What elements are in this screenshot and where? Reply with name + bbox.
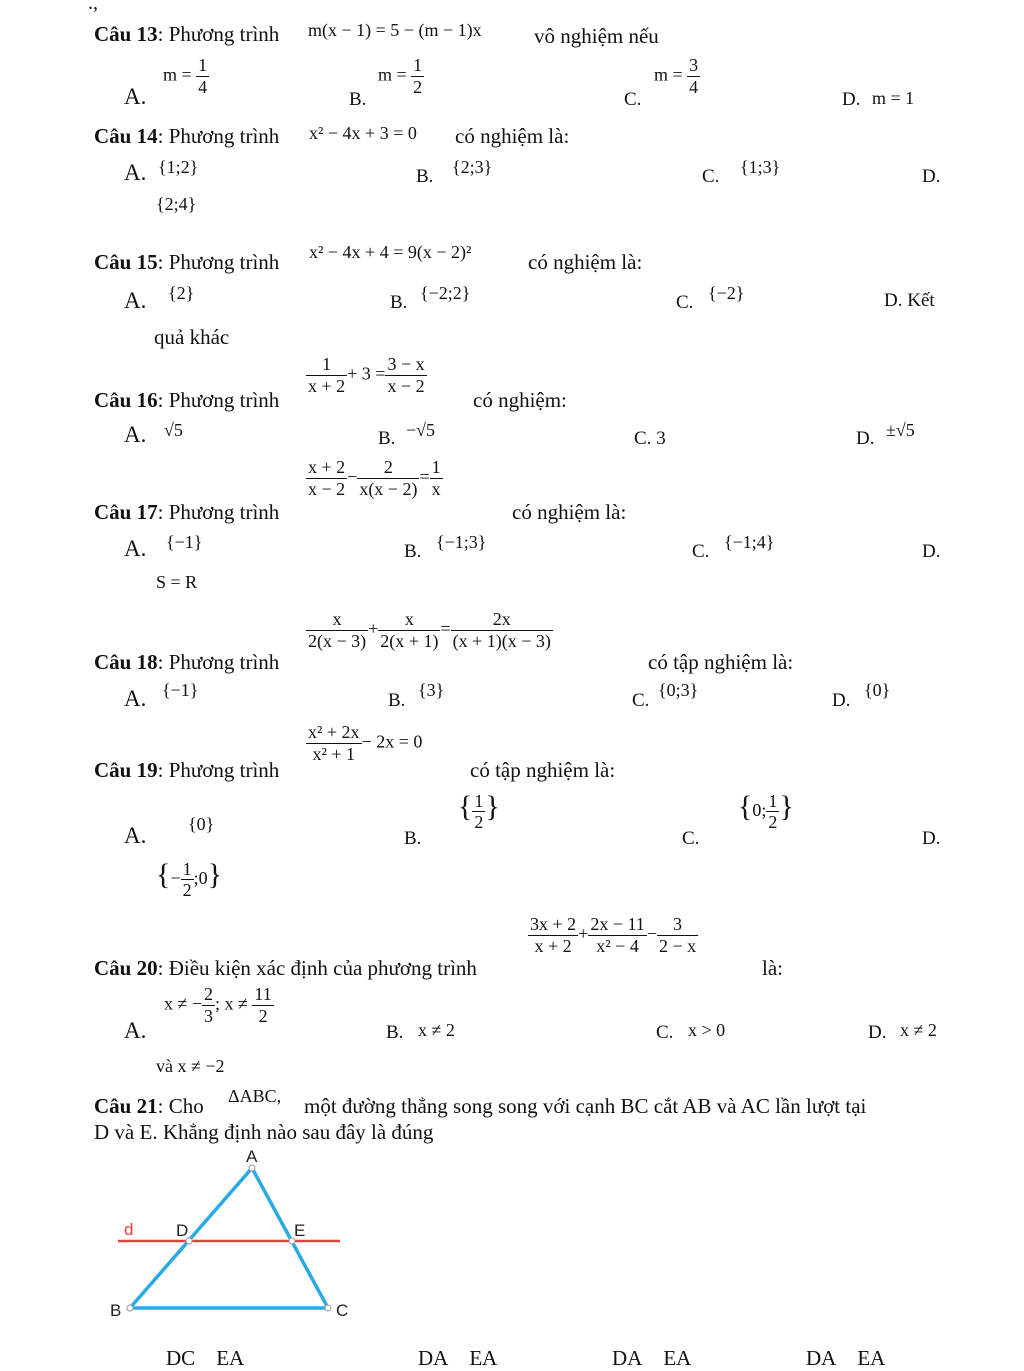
option-b-label[interactable]: B. [378,428,396,449]
question-text-line2: D và E. Khẳng định nào sau đây là đúng [94,1120,434,1144]
fraction: $\frac{x}{2(x - 3)}$ [308,609,367,651]
label-a: A [246,1147,258,1166]
question-15-stem [94,250,279,275]
option-b-label[interactable]: B. [349,89,367,110]
option-b-value: −√5 [406,420,436,440]
question-18-stem [94,650,279,675]
option-c-label[interactable]: C. [676,292,694,313]
equation: $\frac{3x + 2}{x + 2}$ + $\frac{2x - 11}{\text{x² − 4}}$ − $\frac{3}{2 - x}$ [530,914,697,956]
option-c-label[interactable]: C. [656,1022,674,1043]
label-b: B [110,1301,122,1320]
label-c: C [336,1301,349,1320]
option-a-value: {1;2} [158,157,199,177]
option-a-label[interactable]: A. [124,84,147,109]
option-c-value: {−2} [708,283,745,303]
fraction: $\frac{1}{2}$ [474,790,484,833]
option-b-label[interactable]: B. [386,1022,404,1043]
option-c-value: {1;3} [740,157,781,177]
question-number: Câu 14 [94,124,158,148]
option-b-label[interactable]: B. [416,166,434,187]
question-text: : Phương trình [157,388,280,412]
question-text: : Điều kiện xác định của phương trình [157,956,477,980]
option-d-value: S = R [156,572,198,592]
question-text: : Phương trình [157,250,280,274]
question-number: Câu 13 [94,22,158,46]
equation: $\frac{\text{x² + 2x}}{\text{x² + 1}}$ − 2x = 0 [308,722,423,764]
fraction: $\frac{3}{4}$ [689,55,699,97]
question-16-stem [94,388,279,413]
option-d-value-continued: quả khác [154,325,230,349]
option-a-value: m = $\frac{1}{4}$ [163,55,208,97]
option-c-value: x > 0 [688,1020,726,1040]
question-text: : Phương trình [157,500,280,524]
option-d-value: {0} [864,680,891,700]
option-d-label[interactable]: D. [868,1022,887,1043]
label-line-d: d [124,1220,134,1239]
option-b-value: { $\frac{1}{2}$ } [458,790,500,833]
question-text: : Phương trình [157,124,280,148]
option-c-label[interactable]: C. [682,828,700,849]
equation: x² − 4x + 3 = 0 [309,123,417,143]
question-text-after: có tập nghiệm là: [648,650,794,674]
option-a-value: {2} [168,283,195,303]
option-a-value: {−1} [162,680,199,700]
option-d-label[interactable]: D. [922,828,941,849]
option-d-label[interactable]: D. [922,541,941,562]
question-19-stem [94,758,279,783]
question-14-stem [94,124,279,149]
option-4-fragment: DA EA [806,1346,886,1370]
option-c-value: {0; $\frac{1}{2}$ } [738,790,794,833]
option-1-fragment: DC EA [166,1346,245,1370]
option-c-label[interactable]: C. 3 [634,428,666,449]
fraction: $\frac{2}{x(x - 2)}$ [359,457,418,499]
option-d-value: {− $\frac{1}{2}$ ;0} [156,858,222,901]
option-b-value: m = $\frac{1}{2}$ [378,55,423,97]
fraction: $\frac{11}{2}$ [254,984,272,1026]
question-number: Câu 20 [94,956,158,980]
option-d-value: m = 1 [872,88,915,108]
fraction: $\frac{x}{2(x + 1)}$ [380,609,439,651]
option-a-value: x ≠ − $\frac{2}{3}$ ; x ≠ $\frac{11}{2}$ [164,984,272,1026]
fraction: $\frac{1}{4}$ [198,55,208,97]
equation: $\frac{x + 2}{x - 2}$ − $\frac{2}{x(x - 2)}$ = $\frac{1}{x}$ [308,457,441,499]
fraction: $\frac{3}{2 - x}$ [658,914,697,956]
option-b-value: {−1;3} [436,532,487,552]
question-text-line1: một đường thẳng song song với cạnh BC cắt AB và AC lần lượt tại [304,1094,867,1118]
option-d-value: ±√5 [886,420,915,440]
option-d-label[interactable]: D. Kết [884,290,935,311]
fraction: $\frac{3 - x}{x - 2}$ [387,354,425,396]
question-text-after: có nghiệm: [473,388,567,412]
question-text-after: có nghiệm là: [455,124,570,148]
option-b-value: {2;3} [452,157,493,177]
fraction: $\frac{1}{2}$ [182,858,192,901]
option-a-label[interactable]: A. [124,536,147,561]
triangle-notation: ΔABC, [228,1086,282,1106]
option-d-label[interactable]: D. [856,428,875,449]
fraction: $\frac{1}{2}$ [768,790,778,833]
option-c-label[interactable]: C. [632,690,650,711]
option-a-label[interactable]: A. [124,823,147,848]
question-20-stem [94,956,477,981]
option-b-label[interactable]: B. [404,541,422,562]
question-number: Câu 21 [94,1094,158,1118]
label-e: E [294,1221,306,1240]
question-text-after: có tập nghiệm là: [470,758,616,782]
question-text-after: là: [762,956,783,980]
option-b-label[interactable]: B. [388,690,406,711]
option-a-value: {−1} [166,532,203,552]
option-2-fragment: DA EA [418,1346,498,1370]
option-a-value: {0} [188,814,215,834]
option-c-label[interactable]: C. [702,166,720,187]
option-b-label[interactable]: B. [404,828,422,849]
vertex-c [325,1305,331,1311]
question-text-after: có nghiệm là: [512,500,627,524]
fraction: $\frac{\text{x² + 2x}}{\text{x² + 1}}$ [308,722,360,764]
option-a-label[interactable]: A. [124,288,147,313]
question-number: Câu 19 [94,758,158,782]
option-c-label[interactable]: C. [624,89,642,110]
equation: m(x − 1) = 5 − (m − 1)x [308,20,482,40]
option-d-value: x ≠ 2 [900,1020,937,1040]
option-d-label[interactable]: D. [842,89,861,110]
equation: $\frac{x}{2(x - 3)}$ + $\frac{x}{2(x + 1)}$ = $\frac{2x}{(x + 1)(x - 3)}$ [308,609,551,651]
question-text: : Phương trình [157,650,280,674]
fraction: $\frac{3x + 2}{x + 2}$ [530,914,577,956]
option-a-label[interactable]: A. [124,160,147,185]
fraction: $\frac{1}{x}$ [431,457,441,499]
option-b-value: x ≠ 2 [418,1020,455,1040]
option-b-value: {−2;2} [420,283,471,303]
option-d-value: {2;4} [156,194,197,214]
question-21-stem [94,1094,204,1119]
fraction: $\frac{2x - 11}{\text{x² − 4}}$ [590,914,645,956]
question-text: : Phương trình [157,22,280,46]
option-d-label[interactable]: D. [922,166,941,187]
option-a-value: √5 [164,420,183,440]
option-a-value-continued: và x ≠ −2 [156,1056,225,1076]
vertex-b [127,1305,133,1311]
question-number: Câu 18 [94,650,158,674]
option-c-value: {0;3} [658,680,699,700]
fraction: $\frac{2}{3}$ [204,984,214,1026]
question-17-stem [94,500,279,525]
question-13-stem [94,22,279,47]
equation: x² − 4x + 4 = 9(x − 2)² [309,242,472,262]
option-a-label[interactable]: A. [124,686,147,711]
question-text: : Cho [157,1094,204,1118]
cropped-top-text: ., [88,0,98,14]
triangle-figure [100,1142,360,1332]
question-text-after: vô nghiệm nếu [534,24,659,48]
option-d-label[interactable]: D. [832,690,851,711]
fraction: $\frac{x + 2}{x - 2}$ [308,457,346,499]
option-b-label[interactable]: B. [390,292,408,313]
equation: $\frac{1}{x + 2}$ + 3 = $\frac{3 - x}{x - 2}$ [308,354,425,396]
question-number: Câu 17 [94,500,158,524]
option-b-value: {3} [418,680,445,700]
fraction: $\frac{1}{x + 2}$ [308,354,346,396]
question-number: Câu 16 [94,388,158,412]
fraction: $\frac{1}{2}$ [413,55,423,97]
fraction: $\frac{2x}{(x + 1)(x - 3)}$ [452,609,551,651]
option-a-label[interactable]: A. [124,422,147,447]
option-c-value: m = $\frac{3}{4}$ [654,55,699,97]
question-text: : Phương trình [157,758,280,782]
question-text-after: có nghiệm là: [528,250,643,274]
option-3-fragment: DA EA [612,1346,692,1370]
label-d: D [176,1221,189,1240]
option-a-label[interactable]: A. [124,1018,147,1043]
option-c-label[interactable]: C. [692,541,710,562]
option-c-value: {−1;4} [724,532,775,552]
question-number: Câu 15 [94,250,158,274]
